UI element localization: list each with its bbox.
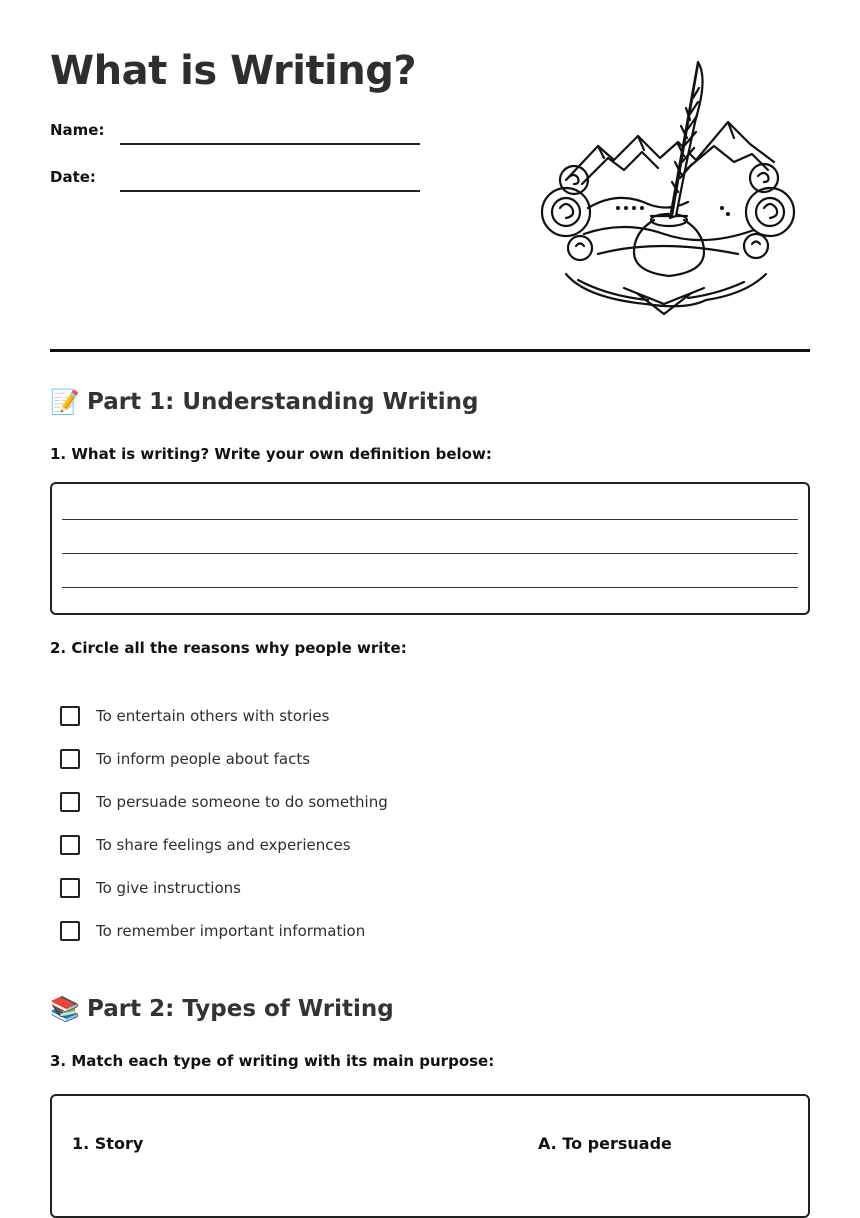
answer-line — [62, 553, 798, 554]
checkbox-icon[interactable] — [60, 921, 80, 941]
header-divider — [50, 349, 810, 352]
question-2: 2. Circle all the reasons why people write: — [50, 639, 407, 657]
reason-label: To inform people about facts — [96, 750, 311, 768]
checkbox-icon[interactable] — [60, 749, 80, 769]
part2-heading — [50, 995, 394, 1023]
matching-box — [50, 1094, 810, 1218]
reason-item[interactable] — [60, 749, 310, 769]
memo-icon: 📝 — [50, 388, 80, 416]
reason-item[interactable] — [60, 792, 388, 812]
date-field[interactable] — [120, 190, 420, 192]
reason-item[interactable] — [60, 706, 329, 726]
checkbox-icon[interactable] — [60, 835, 80, 855]
page-title: What is Writing? — [50, 48, 417, 94]
reason-item[interactable] — [60, 921, 365, 941]
match-left-item[interactable]: 1. Story — [72, 1134, 144, 1153]
reason-label: To share feelings and experiences — [96, 836, 351, 854]
checkbox-icon[interactable] — [60, 792, 80, 812]
reason-label: To entertain others with stories — [96, 707, 330, 725]
checkbox-icon[interactable] — [60, 878, 80, 898]
definition-answer-box[interactable] — [50, 482, 810, 615]
answer-line — [62, 587, 798, 588]
match-right-item[interactable]: A. To persuade — [538, 1134, 672, 1153]
date-label: Date: — [50, 168, 96, 186]
question-1: 1. What is writing? Write your own definition below: — [50, 445, 492, 463]
part2-heading-text: Part 2: Types of Writing — [87, 996, 394, 1022]
name-field[interactable] — [120, 143, 420, 145]
reason-label: To persuade someone to do something — [96, 793, 388, 811]
reason-item[interactable] — [60, 835, 351, 855]
question-3: 3. Match each type of writing with its main purpose: — [50, 1052, 495, 1070]
answer-line — [62, 519, 798, 520]
part1-heading — [50, 388, 478, 416]
name-label: Name: — [50, 121, 105, 139]
part1-heading-text: Part 1: Understanding Writing — [87, 389, 479, 415]
quill-inkpot-logo-icon — [538, 58, 800, 324]
reason-label: To give instructions — [96, 879, 241, 897]
reason-item[interactable] — [60, 878, 241, 898]
reason-label: To remember important information — [96, 922, 366, 940]
books-icon: 📚 — [50, 995, 80, 1023]
checkbox-icon[interactable] — [60, 706, 80, 726]
